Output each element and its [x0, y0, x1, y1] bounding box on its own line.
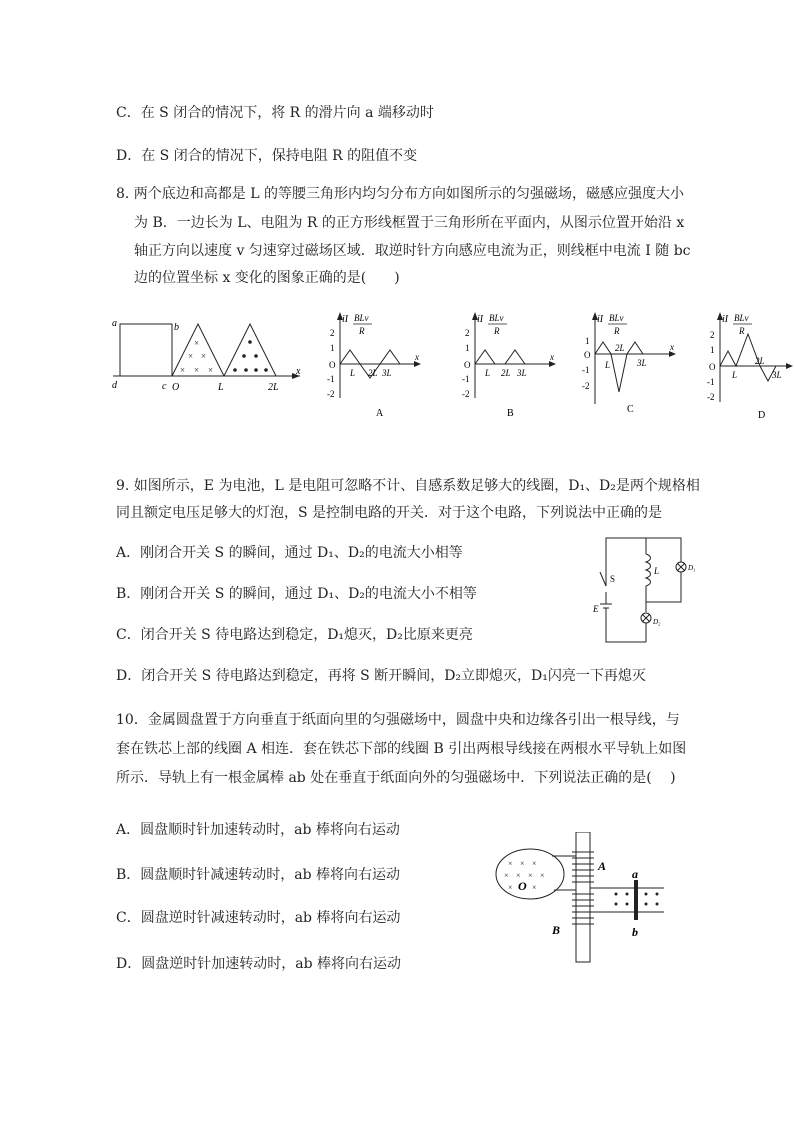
q8-graph-d	[700, 308, 794, 420]
graph-a-label: A	[376, 408, 384, 419]
svg-text:1: 1	[465, 343, 470, 353]
x-tick-l: L	[218, 382, 224, 393]
svg-text:1: 1	[585, 336, 590, 346]
q8-stem-line3: 轴正方向以速度 v 匀速穿过磁场区域．取逆时针方向感应电流为正，则线框中电流 I 随 bc	[134, 243, 691, 259]
svg-text:O: O	[464, 360, 471, 370]
svg-text:×: ×	[528, 871, 533, 880]
cross-mark: ×	[194, 365, 200, 375]
svg-text:iI: iI	[722, 314, 729, 325]
dot-mark	[248, 340, 252, 344]
svg-text:2: 2	[330, 328, 335, 338]
dot-mark	[264, 368, 268, 372]
q10-stem-line1: 10．金属圆盘置于方向垂直于纸面向里的匀强磁场中，圆盘中央和边缘各引出一根导线，与	[116, 712, 680, 728]
graph-d-label: D	[758, 410, 766, 420]
svg-text:O: O	[709, 362, 716, 372]
svg-text:O: O	[329, 360, 336, 370]
svg-text:x: x	[550, 352, 554, 362]
coil-b	[572, 894, 594, 924]
coil-label: L	[654, 566, 660, 576]
svg-text:x: x	[670, 342, 674, 352]
svg-text:×: ×	[532, 859, 537, 868]
svg-text:BLv: BLv	[609, 313, 624, 323]
q9-option-c: C．闭合开关 S 待电路达到稳定，D₁熄灭，D₂比原来更亮	[116, 627, 473, 643]
x-axis-label: x	[296, 366, 301, 377]
corner-b-label: b	[174, 322, 179, 333]
svg-text:3L: 3L	[517, 368, 527, 378]
corner-a-label: a	[112, 318, 117, 329]
cross-mark: ×	[188, 351, 194, 361]
q7-option-d: D．在 S 闭合的情况下，保持电阻 R 的阻值不变	[116, 148, 418, 164]
dot-mark	[254, 354, 258, 358]
q10-option-c: C．圆盘逆时针减速转动时，ab 棒将向右运动	[116, 910, 401, 926]
svg-text:-1: -1	[462, 374, 470, 384]
bar-end-b-label: b	[632, 925, 638, 939]
lamp-d1-label: D₁	[688, 564, 696, 572]
coil-b-label: B	[552, 923, 561, 937]
svg-text:×: ×	[520, 859, 525, 868]
q8-graph-b	[455, 308, 560, 420]
q10-disk-coil-figure	[494, 832, 674, 970]
cross-mark: ×	[194, 338, 200, 348]
q8-stem-line2: 为 B．一边长为 L、电阻为 R 的正方形线框置于三角形所在平面内，从图示位置开始沿 x	[134, 215, 685, 231]
svg-text:x: x	[415, 352, 419, 362]
switch-label: S	[610, 574, 616, 584]
svg-text:-1: -1	[327, 374, 335, 384]
svg-text:-1: -1	[582, 365, 590, 375]
svg-text:2L: 2L	[615, 343, 625, 353]
svg-text:2L: 2L	[368, 368, 378, 378]
graph-b-label: B	[507, 408, 514, 419]
q8-graph-c	[575, 308, 680, 420]
q10-option-a: A．圆盘顺时针加速转动时，ab 棒将向右运动	[116, 822, 400, 838]
svg-text:L: L	[485, 368, 491, 378]
graph-c-label: C	[627, 404, 634, 415]
svg-text:2L: 2L	[501, 368, 511, 378]
lamp-d2-label: D₂	[653, 618, 661, 626]
cross-mark: ×	[208, 365, 214, 375]
svg-text:iI: iI	[597, 314, 604, 325]
q8-field-figure	[108, 312, 308, 397]
origin-label: O	[172, 382, 180, 393]
svg-text:BLv: BLv	[489, 313, 504, 323]
q9-stem-line1: 9. 如图所示，E 为电池，L 是电阻可忽略不计、自感系数足够大的线圈，D₁、D₂是两个规格相	[116, 478, 700, 494]
q9-option-b: B．刚闭合开关 S 的瞬间，通过 D₁、D₂的电流大小不相等	[116, 586, 477, 602]
svg-text:2: 2	[710, 330, 715, 340]
disk-center-label: O	[518, 879, 527, 893]
svg-text:-2: -2	[707, 392, 715, 402]
corner-c-label: c	[162, 381, 167, 392]
svg-text:1: 1	[330, 343, 335, 353]
svg-text:×: ×	[508, 859, 513, 868]
svg-text:3L: 3L	[637, 358, 647, 368]
q10-option-d: D．圆盘逆时针加速转动时，ab 棒将向右运动	[116, 956, 401, 972]
q10-stem-line3: 所示．导轨上有一根金属棒 ab 处在垂直于纸面向外的匀强磁场中．下列说法正确的是( )	[116, 770, 676, 786]
svg-text:×: ×	[540, 871, 545, 880]
svg-text:R: R	[739, 326, 745, 336]
coil-a-label: A	[598, 859, 607, 873]
svg-text:2: 2	[465, 328, 470, 338]
battery-label: E	[593, 604, 599, 614]
q9-option-d: D．闭合开关 S 待电路达到稳定，再将 S 断开瞬间，D₂立即熄灭，D₁闪亮一下再熄灭	[116, 668, 646, 684]
svg-text:3L: 3L	[382, 368, 392, 378]
svg-text:-1: -1	[707, 377, 715, 387]
svg-text:R: R	[359, 326, 365, 336]
q8-graph-a	[320, 308, 425, 420]
q9-option-a: A．刚闭合开关 S 的瞬间，通过 D₁、D₂的电流大小相等	[116, 545, 463, 561]
q10-option-b: B．圆盘顺时针减速转动时，ab 棒将向右运动	[116, 867, 401, 883]
metal-bar-ab	[634, 880, 638, 920]
x-tick-2l: 2L	[268, 382, 279, 393]
svg-text:iI: iI	[477, 314, 484, 325]
svg-text:1: 1	[710, 345, 715, 355]
svg-text:L: L	[350, 368, 356, 378]
dot-mark	[244, 368, 248, 372]
cross-mark: ×	[201, 351, 207, 361]
svg-text:R: R	[614, 326, 620, 336]
bar-end-a-label: a	[632, 867, 638, 881]
svg-text:×: ×	[516, 871, 521, 880]
svg-text:-2: -2	[582, 381, 590, 391]
q7-option-c: C．在 S 闭合的情况下，将 R 的滑片向 a 端移动时	[116, 105, 434, 121]
svg-text:-2: -2	[327, 389, 335, 399]
svg-text:R: R	[494, 326, 500, 336]
svg-text:3L: 3L	[772, 370, 782, 380]
corner-d-label: d	[112, 380, 117, 391]
svg-text:-2: -2	[462, 389, 470, 399]
svg-text:iI: iI	[342, 314, 349, 325]
q8-stem-line1: 8. 两个底边和高都是 L 的等腰三角形内均匀分布方向如图所示的匀强磁场，磁感应强度大小	[116, 186, 685, 202]
cross-mark: ×	[180, 365, 186, 375]
dot-mark	[254, 368, 258, 372]
svg-text:L: L	[732, 370, 738, 380]
svg-text:L: L	[605, 360, 611, 370]
svg-text:×: ×	[504, 871, 509, 880]
dot-mark	[233, 368, 237, 372]
svg-text:×: ×	[508, 883, 513, 892]
dot-mark	[242, 354, 246, 358]
q8-stem-line4: 边的位置坐标 x 变化的图象正确的是( )	[134, 270, 400, 286]
q10-stem-line2: 套在铁芯上部的线圈 A 相连．套在铁芯下部的线圈 B 引出两根导线接在两根水平导轨上如图	[116, 741, 687, 757]
svg-text:BLv: BLv	[734, 313, 749, 323]
svg-text:O: O	[584, 350, 591, 360]
svg-text:2L: 2L	[755, 356, 765, 366]
svg-text:×: ×	[532, 883, 537, 892]
svg-text:BLv: BLv	[354, 313, 369, 323]
q9-circuit-figure	[588, 532, 698, 648]
q9-stem-line2: 同且额定电压足够大的灯泡，S 是控制电路的开关．对于这个电路，下列说法中正确的是	[116, 505, 663, 521]
